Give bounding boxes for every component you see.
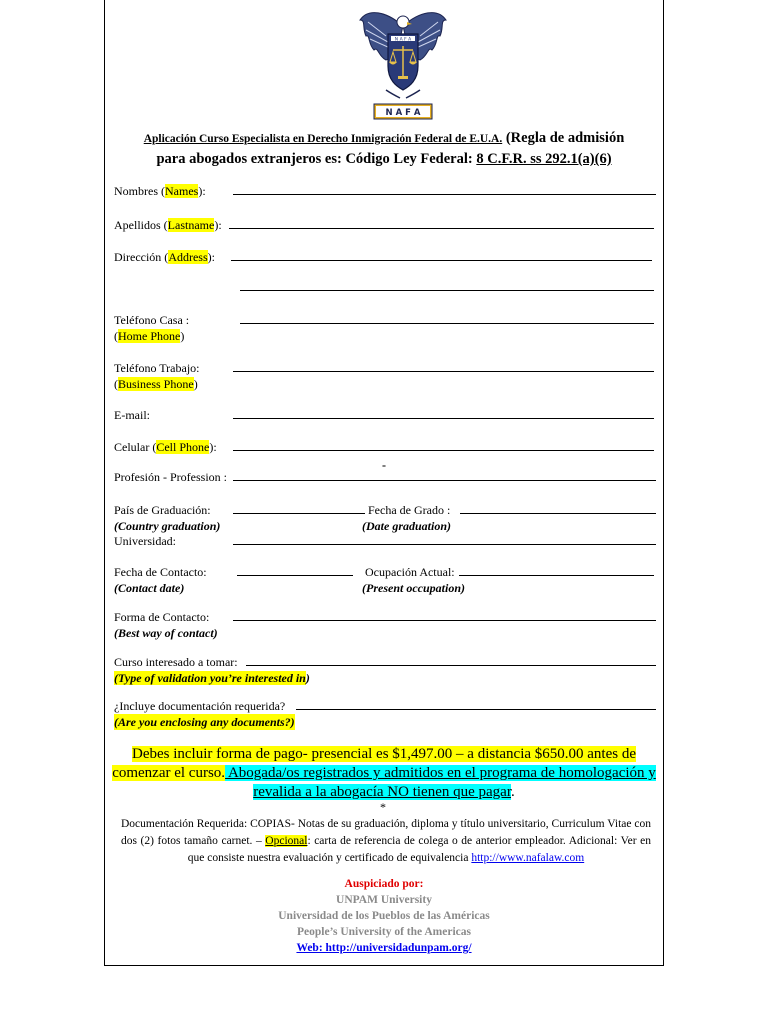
contact-date-label: Fecha de Contacto: (Contact date) [114,565,207,595]
country-graduation-label: País de Graduación: (Country graduation) [114,503,221,533]
address-label: Dirección (Address): [114,250,215,264]
title-part3: para abogados extranjeros es: Código Ley Federal: [156,151,477,167]
sponsor-web-link[interactable]: Web: http://universidadunpam.org/ [296,942,472,954]
names-label: Nombres (Names): [114,184,206,198]
documents-label: ¿Incluye documentación requerida? (Are you enclosing any documents?) [114,699,295,729]
email-label: E-mail: [114,408,150,422]
payment-notice-text: Debes incluir forma de pago- presencial es $1,497.00 – a distancia $650.00 antes de comenzar el curso. [112,746,636,781]
title-part4: 8 C.F.R. ss 292.1(a)(6) [476,151,612,167]
sponsor-label: Auspiciado por: [344,878,424,890]
present-occupation-input-line[interactable] [459,575,654,576]
nafalaw-link[interactable]: http://www.nafalaw.com [471,852,585,864]
profession-input-line[interactable] [233,480,656,481]
profession-label: Profesión - Profession : [114,470,227,484]
home-phone-label: Teléfono Casa : (Home Phone) [114,313,190,343]
business-phone-input-line[interactable] [233,371,654,372]
university-label: Universidad: [114,534,176,548]
cell-phone-input-line[interactable] [233,450,654,451]
documents-input-line[interactable] [296,709,656,710]
contact-date-input-line[interactable] [237,575,353,576]
address-input-line[interactable] [231,260,652,261]
lastname-label: Apellidos (Lastname): [114,218,222,232]
logo-banner-text: N A F A [385,108,421,118]
home-phone-input-line[interactable] [240,323,654,324]
university-input-line[interactable] [233,544,656,545]
sponsor-line2: Universidad de los Pueblos de las Américas [278,910,490,922]
business-phone-label: Teléfono Trabajo: (Business Phone) [114,361,200,391]
cell-phone-label: Celular (Cell Phone): [114,440,217,454]
contact-way-label: Forma de Contacto: (Best way of contact) [114,610,218,640]
title-part2: (Regla de admisión [502,130,625,146]
optional-label: Opcional [265,835,308,847]
address-input-line-2[interactable] [240,290,654,291]
graduation-date-label: Fecha de Grado : (Date graduation) [362,503,452,533]
asterisk: * [380,800,386,814]
names-input-line[interactable] [233,194,656,195]
country-graduation-input-line[interactable] [233,513,365,514]
shield-letters-text: N A F A [394,37,412,43]
graduation-date-input-line[interactable] [460,513,656,514]
homologation-notice-text: Abogada/os registrados y admitidos en el programa de homologación y revalida a la abogacía NO tienen que pagar [225,765,656,800]
course-input-line[interactable] [246,665,656,666]
dash-mark: - [382,458,386,472]
nafa-eagle-logo [356,6,450,122]
course-label: Curso interesado a tomar: (Type of validation you’re interested in) [114,655,310,685]
sponsor-block [110,876,658,956]
sponsor-line3: People’s University of the Americas [297,926,471,938]
payment-notice: Debes incluir forma de pago- presencial es $1,497.00 – a distancia $650.00 antes de comenzar el curso. Abogada/os registrados y admitidos en el programa de homologación y revalida a la abogacía NO tienen que pagar. [112,746,656,800]
required-documents-text: Documentación Requerida: COPIAS- Notas de su graduación, diploma y título universitario, Curriculum Vitae con dos (2) fotos tamaño carnet. – Opcional: carta de referencia de colega o de anterior empleador. Adicional: Ver en que consiste nuestra evaluación y certificado de equivalencia http://www.nafalaw.com [121,818,651,864]
present-occupation-label: Ocupación Actual: (Present occupation) [362,565,465,595]
lastname-input-line[interactable] [229,228,654,229]
email-input-line[interactable] [233,418,654,419]
contact-way-input-line[interactable] [233,620,656,621]
sponsor-line1: UNPAM University [336,894,432,906]
title-part1: Aplicación Curso Especialista en Derecho Inmigración Federal de E.U.A. [143,133,503,145]
form-title [110,128,658,169]
